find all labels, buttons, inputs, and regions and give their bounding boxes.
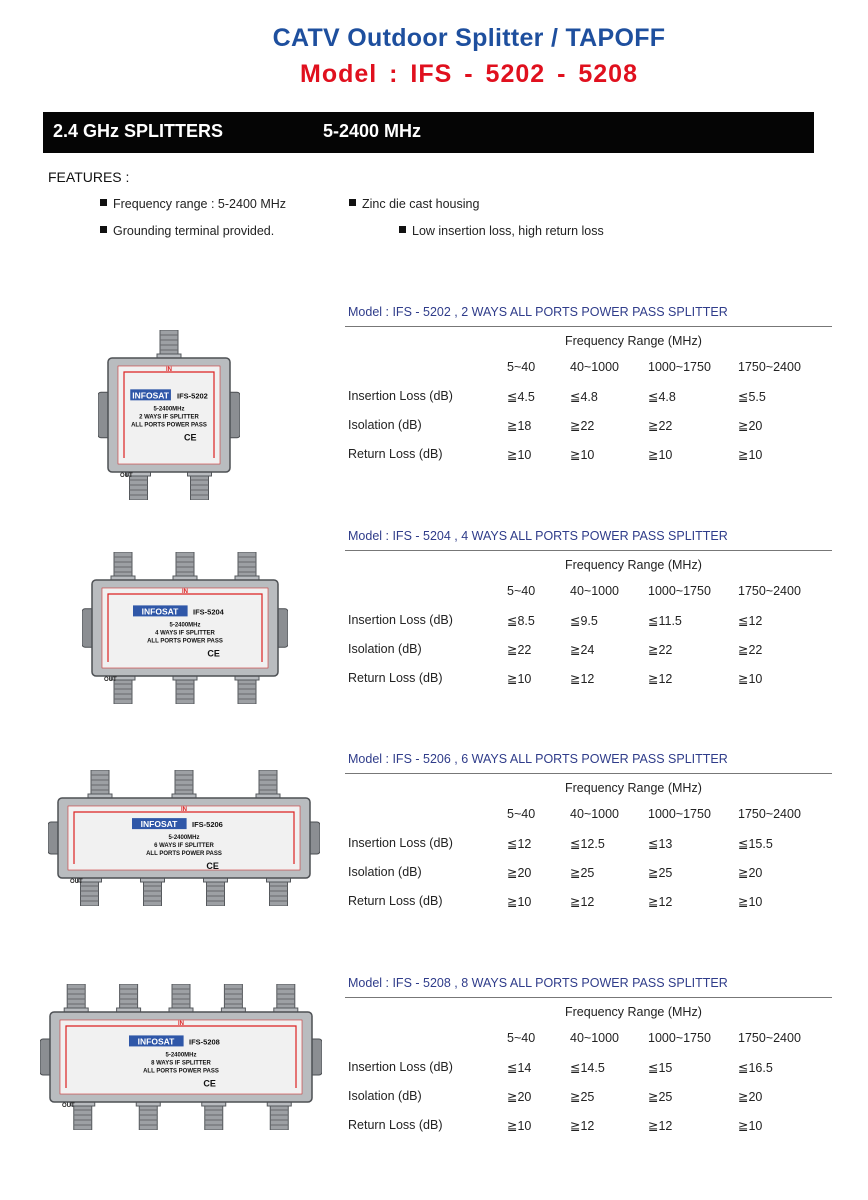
- table-cell: ≦4.8: [570, 390, 598, 404]
- table-cell: ≧10: [507, 895, 532, 909]
- brand-logo-text: INFOSAT: [140, 819, 178, 830]
- out-port-label: OUT: [104, 677, 117, 683]
- table-cell: ≦9.5: [570, 614, 598, 628]
- table-divider: [345, 773, 832, 774]
- row-label: Insertion Loss (dB): [348, 836, 453, 850]
- table-cell: ≧20: [507, 866, 532, 880]
- ce-mark-icon: CE: [207, 648, 220, 659]
- product-model-heading: Model : IFS - 5204 , 4 WAYS ALL PORTS POWER PASS SPLITTER: [348, 529, 728, 543]
- column-header: 1750~2400: [738, 584, 801, 598]
- table-cell: ≧22: [507, 643, 532, 657]
- table-cell: ≦14.5: [570, 1061, 605, 1075]
- product-model-heading: Model : IFS - 5206 , 6 WAYS ALL PORTS POWER PASS SPLITTER: [348, 752, 728, 766]
- column-header: 1000~1750: [648, 360, 711, 374]
- f-connector-icon: [169, 984, 193, 1016]
- feature-item: Grounding terminal provided.: [100, 224, 274, 238]
- column-header: 40~1000: [570, 360, 620, 374]
- column-header: 40~1000: [570, 584, 620, 598]
- model-code: IFS-5206: [192, 820, 223, 830]
- table-cell: ≧20: [738, 419, 763, 433]
- brand-logo-text: INFOSAT: [141, 606, 179, 617]
- table-divider: [345, 997, 832, 998]
- table-cell: ≧12: [648, 672, 673, 686]
- table-cell: ≧12: [570, 895, 595, 909]
- frequency-range-label: Frequency Range (MHz): [565, 334, 702, 348]
- out-port-label: OUT: [62, 1103, 75, 1109]
- column-header: 1000~1750: [648, 1031, 711, 1045]
- f-connector-icon: [136, 1098, 160, 1130]
- table-cell: ≦13: [648, 837, 673, 851]
- frequency-range-label: Frequency Range (MHz): [565, 558, 702, 572]
- label-frequency: 5-2400MHz: [168, 835, 200, 842]
- brand-logo-text: INFOSAT: [137, 1036, 175, 1047]
- table-cell: ≦4.8: [648, 390, 676, 404]
- table-cell: ≧10: [738, 1119, 763, 1133]
- f-connector-icon: [256, 770, 280, 802]
- table-cell: ≧18: [507, 419, 532, 433]
- column-header: 5~40: [507, 1031, 536, 1045]
- table-cell: ≧10: [738, 448, 763, 462]
- f-connector-icon: [157, 330, 181, 362]
- f-connector-icon: [88, 770, 112, 802]
- in-port-label: IN: [178, 1021, 184, 1027]
- column-header: 1750~2400: [738, 807, 801, 821]
- table-cell: ≧12: [570, 672, 595, 686]
- table-cell: ≧25: [648, 1090, 673, 1104]
- label-ways: 8 WAYS IF SPLITTER: [151, 1060, 211, 1067]
- table-cell: ≧10: [507, 672, 532, 686]
- table-cell: ≦8.5: [507, 614, 535, 628]
- f-connector-icon: [235, 552, 259, 584]
- table-cell: ≧10: [507, 448, 532, 462]
- column-header: 1000~1750: [648, 584, 711, 598]
- column-header: 1000~1750: [648, 807, 711, 821]
- frequency-range-label: Frequency Range (MHz): [565, 1005, 702, 1019]
- column-header: 5~40: [507, 807, 536, 821]
- table-cell: ≦14: [507, 1061, 532, 1075]
- bullet-icon: [100, 226, 107, 233]
- in-port-label: IN: [181, 807, 187, 813]
- row-label: Isolation (dB): [348, 418, 422, 432]
- splitter-photo: [48, 770, 320, 906]
- product-model-heading: Model : IFS - 5208 , 8 WAYS ALL PORTS POWER PASS SPLITTER: [348, 976, 728, 990]
- brand-logo-text: INFOSAT: [132, 390, 169, 401]
- model-code: IFS-5208: [189, 1037, 220, 1047]
- table-cell: ≧10: [738, 672, 763, 686]
- ce-mark-icon: CE: [203, 1078, 216, 1089]
- table-cell: ≧24: [570, 643, 595, 657]
- label-frequency: 5-2400MHz: [169, 622, 201, 629]
- row-label: Return Loss (dB): [348, 1118, 443, 1132]
- row-label: Insertion Loss (dB): [348, 389, 453, 403]
- in-port-label: IN: [166, 367, 172, 373]
- feature-item: Frequency range : 5-2400 MHz: [100, 197, 286, 211]
- table-cell: ≧25: [648, 866, 673, 880]
- row-label: Insertion Loss (dB): [348, 1060, 453, 1074]
- column-header: 5~40: [507, 360, 536, 374]
- label-power-pass: ALL PORTS POWER PASS: [131, 422, 207, 429]
- column-header: 1750~2400: [738, 1031, 801, 1045]
- table-cell: ≧25: [570, 866, 595, 880]
- ce-mark-icon: CE: [206, 861, 219, 872]
- out-port-label: OUT: [120, 473, 133, 479]
- model-range-title: Model : IFS - 5202 - 5208: [300, 60, 638, 88]
- f-connector-icon: [117, 984, 141, 1016]
- f-connector-icon: [274, 984, 298, 1016]
- splitter-photo: [98, 330, 240, 500]
- row-label: Isolation (dB): [348, 865, 422, 879]
- table-cell: ≦11.5: [648, 614, 682, 628]
- splitter-photo: [82, 552, 288, 704]
- model-code: IFS-5204: [193, 607, 224, 617]
- row-label: Insertion Loss (dB): [348, 613, 453, 627]
- table-cell: ≧12: [648, 1119, 673, 1133]
- label-ways: 6 WAYS IF SPLITTER: [154, 843, 214, 850]
- table-cell: ≧10: [570, 448, 595, 462]
- section-bar-title: 2.4 GHz SPLITTERS: [53, 121, 224, 141]
- f-connector-icon: [188, 468, 212, 500]
- table-cell: ≧22: [570, 419, 595, 433]
- model-code: IFS-5202: [177, 391, 208, 401]
- f-connector-icon: [221, 984, 245, 1016]
- f-connector-icon: [172, 770, 196, 802]
- splitter-photo: [40, 984, 322, 1130]
- table-cell: ≧10: [507, 1119, 532, 1133]
- row-label: Isolation (dB): [348, 642, 422, 656]
- row-label: Return Loss (dB): [348, 894, 443, 908]
- table-cell: ≧22: [648, 643, 673, 657]
- out-port-label: OUT: [70, 879, 83, 885]
- ce-mark-icon: CE: [184, 432, 197, 443]
- table-cell: ≦5.5: [738, 390, 766, 404]
- table-cell: ≧10: [648, 448, 673, 462]
- table-cell: ≦4.5: [507, 390, 535, 404]
- table-cell: ≧20: [738, 1090, 763, 1104]
- table-cell: ≧12: [570, 1119, 595, 1133]
- page-title: CATV Outdoor Splitter / TAPOFF: [272, 24, 666, 52]
- table-cell: ≦15: [648, 1061, 673, 1075]
- product-model-heading: Model : IFS - 5202 , 2 WAYS ALL PORTS POWER PASS SPLITTER: [348, 305, 728, 319]
- label-frequency: 5-2400MHz: [153, 406, 185, 413]
- f-connector-icon: [267, 874, 291, 906]
- f-connector-icon: [64, 984, 88, 1016]
- column-header: 1750~2400: [738, 360, 801, 374]
- table-cell: ≦12: [507, 837, 532, 851]
- table-cell: ≦12.5: [570, 837, 605, 851]
- f-connector-icon: [173, 552, 197, 584]
- label-power-pass: ALL PORTS POWER PASS: [147, 638, 223, 645]
- f-connector-icon: [204, 874, 228, 906]
- f-connector-icon: [141, 874, 165, 906]
- label-power-pass: ALL PORTS POWER PASS: [146, 851, 222, 858]
- frequency-range-label: Frequency Range (MHz): [565, 781, 702, 795]
- table-cell: ≦12: [738, 614, 763, 628]
- f-connector-icon: [235, 672, 259, 704]
- column-header: 5~40: [507, 584, 536, 598]
- label-frequency: 5-2400MHz: [165, 1052, 197, 1059]
- column-header: 40~1000: [570, 807, 620, 821]
- bullet-icon: [100, 199, 107, 206]
- f-connector-icon: [202, 1098, 226, 1130]
- table-cell: ≧25: [570, 1090, 595, 1104]
- row-label: Isolation (dB): [348, 1089, 422, 1103]
- f-connector-icon: [111, 552, 135, 584]
- row-label: Return Loss (dB): [348, 671, 443, 685]
- label-ways: 4 WAYS IF SPLITTER: [155, 630, 215, 637]
- table-cell: ≧22: [738, 643, 763, 657]
- label-power-pass: ALL PORTS POWER PASS: [143, 1068, 219, 1075]
- table-cell: ≧12: [648, 895, 673, 909]
- table-cell: ≦16.5: [738, 1061, 773, 1075]
- f-connector-icon: [173, 672, 197, 704]
- features-heading: FEATURES :: [48, 169, 130, 185]
- table-cell: ≦15.5: [738, 837, 773, 851]
- bullet-icon: [399, 226, 406, 233]
- table-cell: ≧20: [738, 866, 763, 880]
- feature-item: Zinc die cast housing: [349, 197, 479, 211]
- f-connector-icon: [267, 1098, 291, 1130]
- column-header: 40~1000: [570, 1031, 620, 1045]
- table-divider: [345, 550, 832, 551]
- section-bar-frequency: 5-2400 MHz: [323, 121, 422, 141]
- table-cell: ≧10: [738, 895, 763, 909]
- row-label: Return Loss (dB): [348, 447, 443, 461]
- in-port-label: IN: [182, 589, 188, 595]
- label-ways: 2 WAYS IF SPLITTER: [139, 414, 199, 421]
- table-cell: ≧22: [648, 419, 673, 433]
- feature-item: Low insertion loss, high return loss: [399, 224, 604, 238]
- bullet-icon: [349, 199, 356, 206]
- table-cell: ≧20: [507, 1090, 532, 1104]
- section-bar: [43, 112, 814, 153]
- table-divider: [345, 326, 832, 327]
